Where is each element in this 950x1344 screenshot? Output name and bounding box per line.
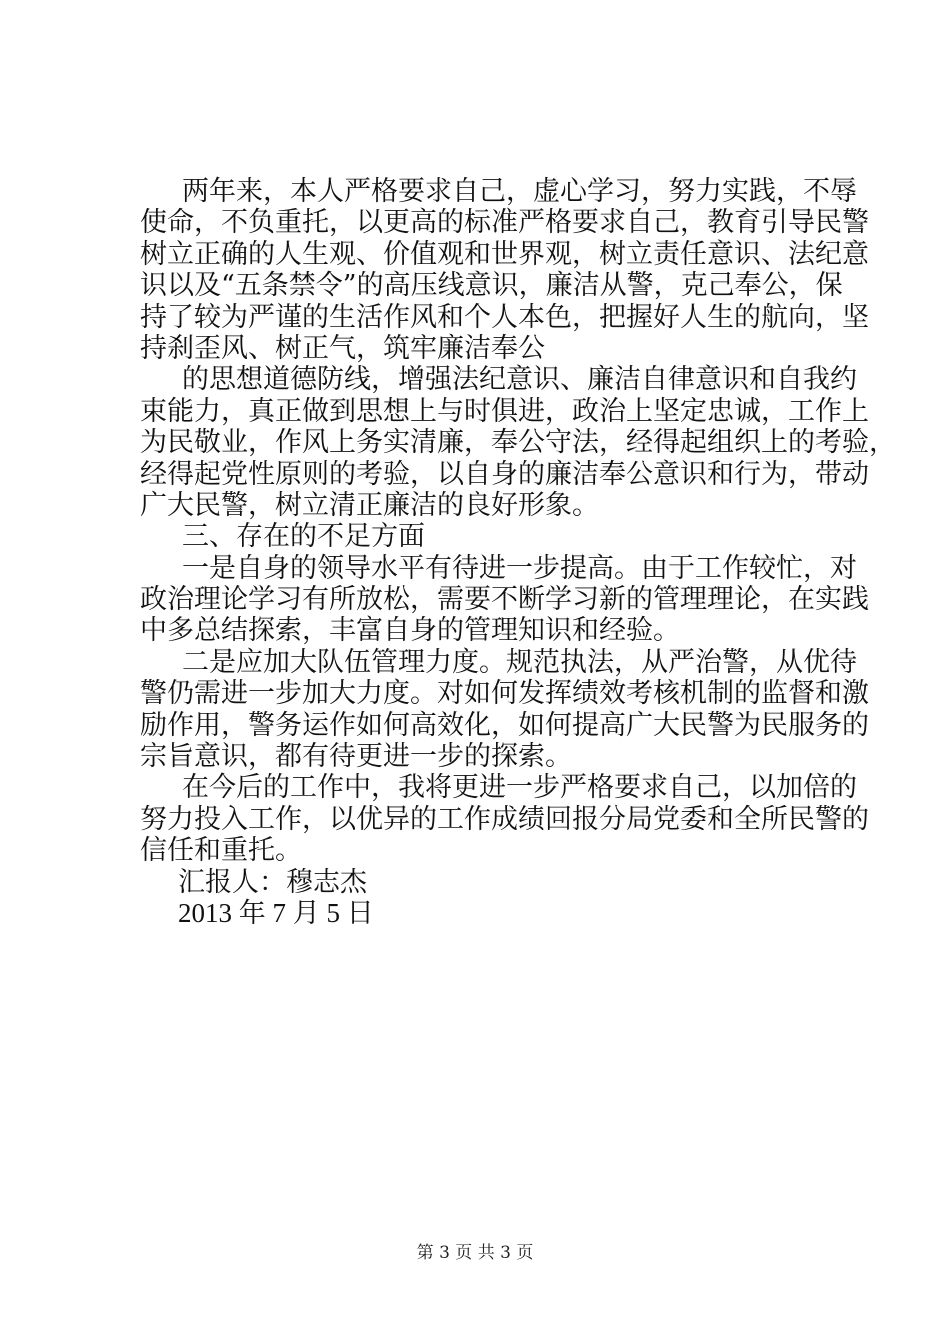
- paragraph-line: 束能力，真正做到思想上与时俱进，政治上坚定忠诚，工作上: [140, 395, 869, 427]
- report-date: 2013 年 7 月 5 日: [178, 897, 374, 928]
- paragraph-line: 中多总结探索，丰富自身的管理知识和经验。: [140, 615, 680, 647]
- paragraph-line: 持刹歪风、树正气，筑牢廉洁奉公: [140, 332, 545, 364]
- paragraph-line: 警仍需进一步加大力度。对如何发挥绩效考核机制的监督和激: [140, 678, 869, 710]
- paragraph-line: 励作用，警务运作如何高效化，如何提高广大民警为民服务的: [140, 709, 869, 741]
- paragraph-line: 一是自身的领导水平有待进一步提高。由于工作较忙，对: [182, 552, 857, 584]
- paragraph-line: 经得起党性原则的考验，以自身的廉洁奉公意识和行为，带动: [140, 458, 869, 490]
- paragraph-line: 两年来，本人严格要求自己，虚心学习，努力实践，不辱: [182, 176, 857, 207]
- paragraph-line: 识以及“五条禁令”的高压线意识，廉洁从警，克己奉公，保: [140, 270, 843, 302]
- paragraph-line: 信任和重托。: [140, 835, 302, 867]
- paragraph-line: 二是应加大队伍管理力度。规范执法，从严治警，从优待: [182, 646, 857, 678]
- paragraph-line: 广大民警，树立清正廉洁的良好形象。: [140, 489, 599, 521]
- paragraph-line: 宗旨意识，都有待更进一步的探索。: [140, 741, 572, 773]
- section-heading: 三、存在的不足方面: [182, 521, 425, 553]
- paragraph-line: 树立正确的人生观、价值观和世界观，树立责任意识、法纪意: [140, 238, 869, 270]
- document-body: [140, 176, 896, 929]
- paragraph-line: 在今后的工作中，我将更进一步严格要求自己，以加倍的: [182, 772, 857, 804]
- reporter-signature: 汇报人：穆志杰: [178, 866, 367, 898]
- paragraph-line: 使命，不负重托，以更高的标准严格要求自己，教育引导民警: [140, 207, 869, 239]
- paragraph-line: 持了较为严谨的生活作风和个人本色，把握好人生的航向，坚: [140, 301, 869, 333]
- paragraph-line: 的思想道德防线，增强法纪意识、廉洁自律意识和自我约: [182, 364, 857, 396]
- paragraph-line: 努力投入工作，以优异的工作成绩回报分局党委和全所民警的: [140, 803, 869, 835]
- page-number-footer: 第 3 页 共 3 页: [416, 1243, 534, 1263]
- paragraph-line: 政治理论学习有所放松，需要不断学习新的管理理论，在实践: [140, 584, 869, 616]
- paragraph-line: 为民敬业，作风上务实清廉，奉公守法，经得起组织上的考验，: [140, 427, 896, 459]
